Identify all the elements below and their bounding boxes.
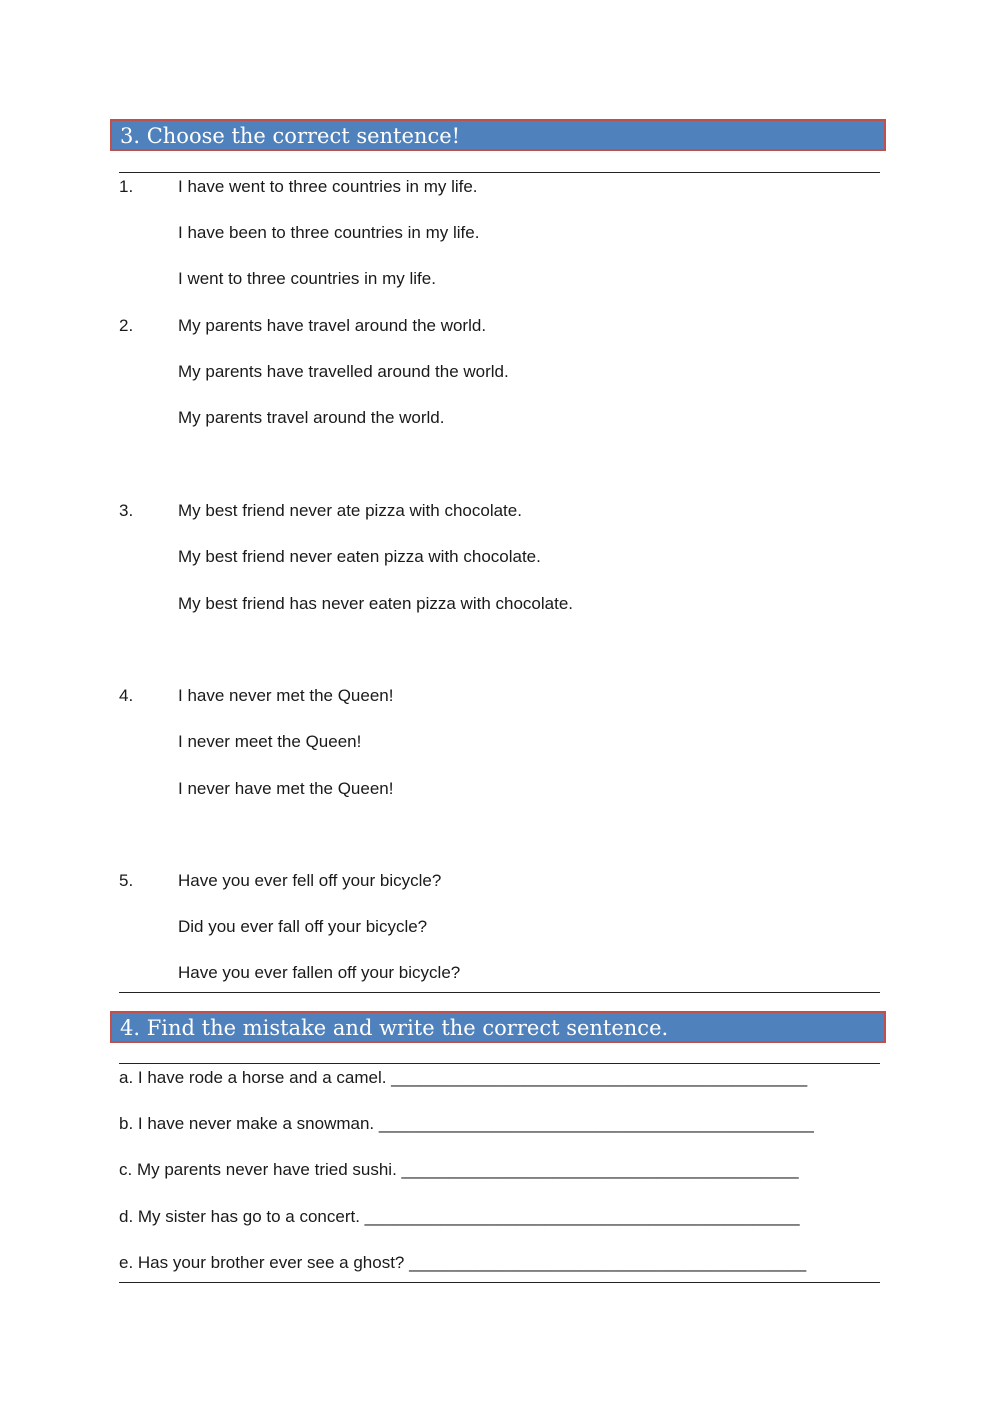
question-2-option-a[interactable]: My parents have travel around the world. (178, 316, 487, 335)
question-1-number: 1. (119, 177, 134, 196)
correction-item-b[interactable]: b. I have never make a snowman. ______________________________________________ (119, 1114, 814, 1133)
question-3-option-a[interactable]: My best friend never ate pizza with chocolate. (178, 501, 522, 520)
question-5-option-c[interactable]: Have you ever fallen off your bicycle? (178, 963, 461, 982)
question-1-option-b[interactable]: I have been to three countries in my life. (178, 223, 480, 242)
question-2-option-c[interactable]: My parents travel around the world. (178, 408, 445, 427)
question-1-option-a[interactable]: I have went to three countries in my life. (178, 177, 478, 196)
section-4-bottom-rule (119, 1282, 880, 1283)
question-2-number: 2. (119, 316, 134, 335)
question-5-option-a[interactable]: Have you ever fell off your bicycle? (178, 871, 442, 890)
question-3-option-b[interactable]: My best friend never eaten pizza with chocolate. (178, 547, 541, 566)
question-4-option-b[interactable]: I never meet the Queen! (178, 732, 362, 751)
question-1-option-c[interactable]: I went to three countries in my life. (178, 269, 436, 288)
question-3-option-c[interactable]: My best friend has never eaten pizza with chocolate. (178, 594, 573, 613)
question-5-option-b[interactable]: Did you ever fall off your bicycle? (178, 917, 428, 936)
question-4-number: 4. (119, 686, 134, 705)
section-4-top-rule (119, 1063, 880, 1064)
question-4-option-c[interactable]: I never have met the Queen! (178, 779, 394, 798)
section-3-top-rule (119, 172, 880, 173)
correction-item-d[interactable]: d. My sister has go to a concert. ______________________________________________ (119, 1207, 800, 1226)
section-4-header: 4. Find the mistake and write the correct sentence. (110, 1011, 886, 1043)
question-3-number: 3. (119, 501, 134, 520)
correction-item-e[interactable]: e. Has your brother ever see a ghost? __________________________________________ (119, 1253, 807, 1272)
question-2-option-b[interactable]: My parents have travelled around the world. (178, 362, 509, 381)
section-3-bottom-rule (119, 992, 880, 993)
correction-item-a[interactable]: a. I have rode a horse and a camel. ____________________________________________ (119, 1068, 808, 1087)
correction-item-c[interactable]: c. My parents never have tried sushi. __________________________________________ (119, 1160, 799, 1179)
question-5-number: 5. (119, 871, 134, 890)
question-4-option-a[interactable]: I have never met the Queen! (178, 686, 394, 705)
section-3-header: 3. Choose the correct sentence! (110, 119, 886, 151)
